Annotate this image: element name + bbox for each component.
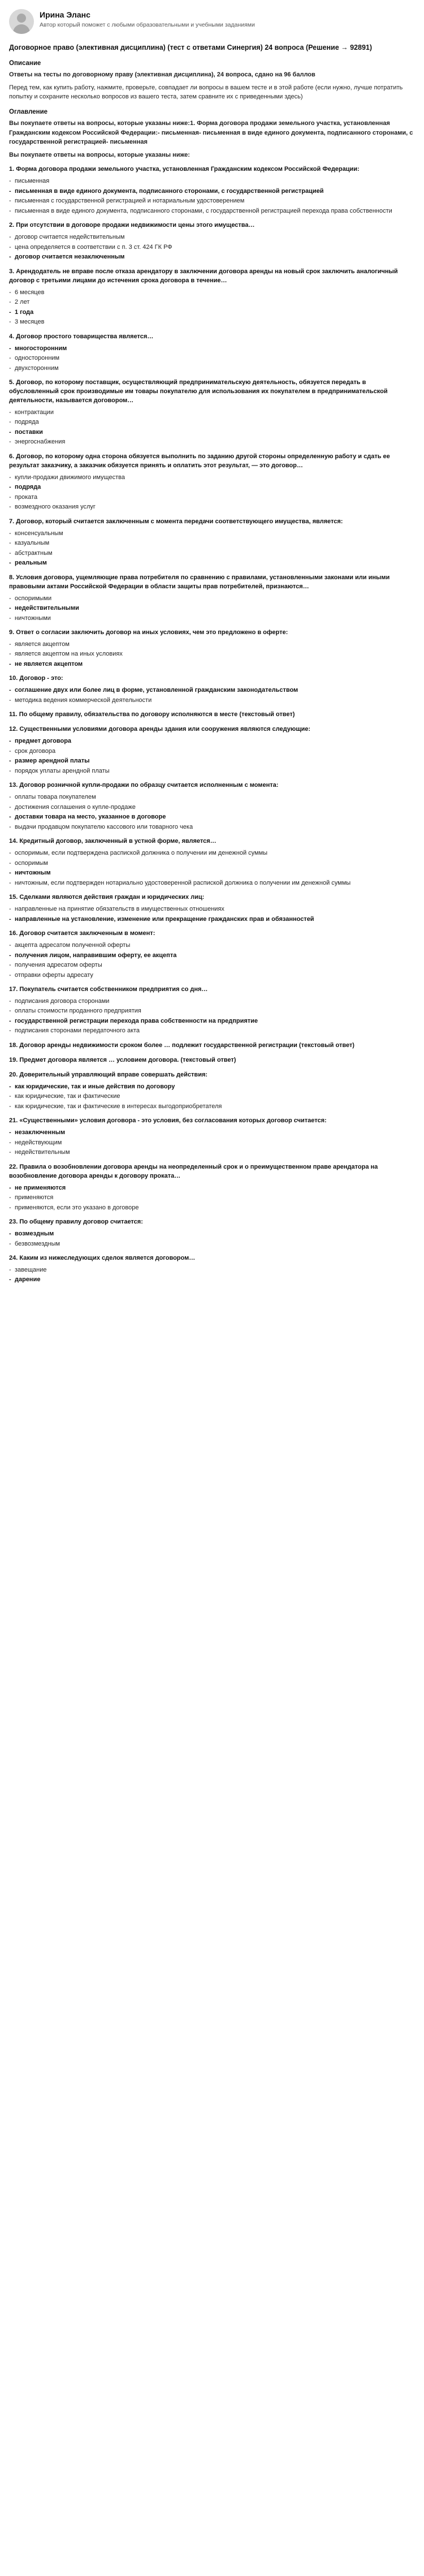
- answer-list: [9, 1265, 415, 1285]
- answer-option-correct: - получения лицом, направившим оферту, ее акцепта: [9, 951, 415, 960]
- author-description: Автор который поможет с любыми образовательными и учебными заданиями: [40, 21, 255, 29]
- question-text: 1. Форма договора продажи земельного участка, установленная Гражданским кодексом Российской Федерации:: [9, 166, 360, 173]
- question-block: [9, 628, 415, 669]
- answer-option-correct: - размер арендной платы: [9, 756, 415, 766]
- question-text: 6. Договор, по которому одна сторона обязуется выполнить по заданию другой стороны определенную работу и сдать ее результат заказчику, а заказчик обязуется принять и оплатить этот результат, — это договор…: [9, 453, 390, 469]
- answer-option: - выдачи продавцом покупателю кассового или товарного чека: [9, 822, 415, 832]
- answer-option: - является акцептом на иных условиях: [9, 649, 415, 659]
- question-block: [9, 574, 415, 623]
- answer-option: - применяются, если это указано в договоре: [9, 1203, 415, 1213]
- answer-list: [9, 1128, 415, 1157]
- question-block: [9, 518, 415, 568]
- answer-list: [9, 941, 415, 980]
- question-text: 14. Кредитный договор, заключенный в устной форме, является…: [9, 838, 217, 845]
- question-block: [9, 378, 415, 447]
- answer-list: [9, 344, 415, 373]
- answer-list: [9, 1082, 415, 1112]
- question-text: 4. Договор простого товарищества является…: [9, 333, 154, 340]
- question-block: [9, 333, 415, 373]
- answer-option-correct: - не является акцептом: [9, 660, 415, 669]
- question-block: [9, 710, 415, 720]
- question-text: 17. Покупатель считается собственником предприятия со дня…: [9, 986, 208, 993]
- answer-option: - срок договора: [9, 747, 415, 756]
- question-text: 11. По общему правилу, обязательства по договору исполняются в месте (текстовый ответ): [9, 711, 295, 718]
- answer-option: - казуальным: [9, 539, 415, 548]
- user-avatar-icon: [9, 9, 34, 34]
- description-lead: Ответы на тесты по договорному праву (элективная дисциплина), 24 вопроса, сдано на 96 баллов: [9, 71, 315, 79]
- offer-lead: Вы покупаете ответы на вопросы, которые указаны ниже:1. Форма договора продажи земельного участка, установленная Гражданским кодексом Российской Федерации:- письменная- письменная в виде единого документа, подписанного сторонами, с государственной регистрацией- письменная: [9, 120, 413, 146]
- answer-option: - письменная: [9, 176, 415, 186]
- answer-option-correct: - соглашение двух или более лиц в форме, установленной гражданским законодательством: [9, 686, 415, 695]
- answer-option: - цена определяется в соответствии с п. 3 ст. 424 ГК РФ: [9, 243, 415, 252]
- answer-list: [9, 736, 415, 776]
- answer-option: - письменная в виде единого документа, подписанного сторонами, с государственной регистрацией перехода права собственности: [9, 206, 415, 216]
- question-block: [9, 1163, 415, 1212]
- answer-option: - акцепта адресатом полученной оферты: [9, 941, 415, 950]
- question-text: 15. Сделками являются действия граждан и юридических лиц:: [9, 894, 205, 901]
- question-text: 12. Существенными условиями договора аренды здания или сооружения являются следующие:: [9, 726, 311, 733]
- answer-list: [9, 848, 415, 888]
- offer-heading: Оглавление: [9, 108, 48, 115]
- answer-option-correct: - направленные на установление, изменение или прекращение гражданских прав и обязанностей: [9, 915, 415, 924]
- answer-option: - подписания договора сторонами: [9, 997, 415, 1006]
- question-block: [9, 165, 415, 216]
- answer-option: - порядок уплаты арендной платы: [9, 766, 415, 776]
- offer-tail: Вы покупаете ответы на вопросы, которые указаны ниже:: [9, 151, 190, 158]
- answer-option: - 6 месяцев: [9, 288, 415, 298]
- question-text: 21. «Существенными» условия договора - это условия, без согласования которых договор считается:: [9, 1117, 327, 1125]
- description-heading: Описание: [9, 59, 41, 67]
- answer-list: [9, 473, 415, 512]
- answer-list: [9, 288, 415, 327]
- answer-option-correct: - 1 года: [9, 308, 415, 317]
- answer-option-correct: - ничтожным: [9, 868, 415, 878]
- answer-option-correct: - не применяются: [9, 1183, 415, 1193]
- answer-option: - оспоримым: [9, 859, 415, 868]
- answer-option-correct: - недействительными: [9, 604, 415, 613]
- question-block: [9, 781, 415, 832]
- answer-option: - подряда: [9, 417, 415, 427]
- question-block: [9, 1254, 415, 1285]
- answer-option: - недействующим: [9, 1138, 415, 1148]
- answer-option: - направленные на принятие обязательств в имущественных отношениях: [9, 904, 415, 914]
- question-text: 8. Условия договора, ущемляющие права потребителя по сравнению с правилами, установленными законами или иными правовыми актами Российской Федерации в области защиты прав потребителей, признаются…: [9, 574, 390, 590]
- question-block: [9, 837, 415, 888]
- answer-list: [9, 904, 415, 924]
- answer-list: [9, 686, 415, 705]
- page-title: Договорное право (элективная дисциплина) (тест с ответами Синергия) 24 вопроса (Решение → 92891): [9, 44, 373, 51]
- answer-list: [9, 176, 415, 216]
- answer-option: - 2 лет: [9, 298, 415, 307]
- answer-option: - возмездного оказания услуг: [9, 502, 415, 512]
- answer-option: - безвозмездным: [9, 1239, 415, 1249]
- answer-option: - односторонним: [9, 354, 415, 363]
- question-block: [9, 893, 415, 924]
- answer-list: [9, 529, 415, 568]
- question-block: [9, 453, 415, 512]
- answer-option: - как юридические, так и фактические: [9, 1092, 415, 1101]
- answer-option-correct: - подряда: [9, 483, 415, 492]
- answer-option-correct: - как юридические, так и иные действия по договору: [9, 1082, 415, 1092]
- question-block: [9, 725, 415, 776]
- question-text: 19. Предмет договора является … условием договора. (текстовый ответ): [9, 1056, 236, 1063]
- question-text: 9. Ответ о согласии заключить договор на иных условиях, чем это предложено в оферте:: [9, 629, 288, 636]
- question-block: [9, 1218, 415, 1248]
- answer-option-correct: - договор считается незаключенным: [9, 252, 415, 262]
- question-text: 20. Доверительный управляющий вправе совершать действия:: [9, 1071, 208, 1078]
- answer-list: [9, 408, 415, 447]
- question-text: 23. По общему правилу договор считается:: [9, 1218, 143, 1226]
- answer-option-correct: - дарение: [9, 1275, 415, 1285]
- answer-option-correct: - реальным: [9, 558, 415, 568]
- answer-option-correct: - доставки товара на место, указанное в договоре: [9, 812, 415, 822]
- question-text: 7. Договор, который считается заключенным с момента передачи соответствующего имущества, является:: [9, 518, 343, 525]
- answer-option: - завещание: [9, 1265, 415, 1275]
- author-info: [40, 9, 255, 29]
- author-block: [9, 8, 415, 42]
- answer-option-correct: - письменная в виде единого документа, подписанного сторонами, с государственной регистрацией: [9, 187, 415, 196]
- question-text: 3. Арендодатель не вправе после отказа арендатору в заключении договора аренды на новый срок заключить аналогичный договор с третьими лицами до истечения срока договора в течение…: [9, 268, 398, 284]
- answer-option: - договор считается недействительным: [9, 232, 415, 242]
- answer-option: - методика ведения коммерческой деятельности: [9, 696, 415, 705]
- author-name: Ирина Эланс: [40, 10, 90, 19]
- answer-option: - достижения соглашения о купле-продаже: [9, 803, 415, 812]
- question-block: [9, 1071, 415, 1111]
- question-block: [9, 1117, 415, 1157]
- question-text: 22. Правила о возобновлении договора аренды на неопределенный срок и о преимущественном праве арендатора на возобновление договора аренды к договору проката…: [9, 1163, 378, 1179]
- answer-option: - двухсторонним: [9, 364, 415, 373]
- answer-option: - энергоснабжения: [9, 437, 415, 447]
- answer-option: - ничтожным, если подтвержден нотариально удостоверенной распиской должника о получении им денежной суммы: [9, 878, 415, 888]
- answer-option: - оплаты стоимости проданного предприятия: [9, 1006, 415, 1016]
- answer-option: - недействительным: [9, 1148, 415, 1157]
- answer-option: - ничтожными: [9, 614, 415, 623]
- answer-option-correct: - государственной регистрации перехода права собственности на предприятие: [9, 1016, 415, 1026]
- description-body: Перед тем, как купить работу, нажмите, проверьте, совпадает ли вопросы в вашем тесте и в этой работе (если нужно, лучше потратить попытку и сохраните несколько вопросов из вашего теста, затем сравните их с приведенными здесь): [9, 84, 403, 101]
- question-text: 2. При отсутствии в договоре продажи недвижимости цены этого имущества…: [9, 222, 255, 229]
- question-text: 24. Каким из нижеследующих сделок является договором…: [9, 1255, 196, 1262]
- answer-option-correct: - незаключенным: [9, 1128, 415, 1138]
- question-block: [9, 929, 415, 980]
- answer-option: - является акцептом: [9, 640, 415, 649]
- question-text: 16. Договор считается заключенным в момент:: [9, 930, 155, 937]
- question-block: [9, 221, 415, 261]
- answer-option: - 3 месяцев: [9, 317, 415, 327]
- answer-option: - оплаты товара покупателем: [9, 792, 415, 802]
- answer-option: - оспоримыми: [9, 594, 415, 604]
- answer-option: - абстрактным: [9, 549, 415, 558]
- answer-list: [9, 1229, 415, 1248]
- answer-option: - купли-продажи движимого имущества: [9, 473, 415, 483]
- question-text: 18. Договор аренды недвижимости сроком более … подлежит государственной регистрации (текстовый ответ): [9, 1041, 354, 1049]
- answer-list: [9, 997, 415, 1036]
- answer-option: - применяются: [9, 1193, 415, 1203]
- answer-option: - проката: [9, 493, 415, 502]
- question-text: 10. Договор - это:: [9, 675, 63, 682]
- answer-option: - отправки оферты адресату: [9, 971, 415, 980]
- question-text: 5. Договор, по которому поставщик, осуществляющий предпринимательскую деятельность, обязуется передать в обусловленный срок производимые им товары покупателю для использования их покупателем в предпринимательской деятельности, называется договором…: [9, 379, 388, 404]
- answer-option: - консенсуальным: [9, 529, 415, 539]
- answer-list: [9, 640, 415, 669]
- answer-option: - контрактации: [9, 408, 415, 417]
- question-text: 13. Договор розничной купли-продажи по образцу считается исполненным с момента:: [9, 782, 279, 789]
- answer-list: [9, 232, 415, 262]
- answer-option: - письменная с государственной регистрацией и нотариальным удостоверением: [9, 196, 415, 206]
- question-list: [9, 165, 415, 1285]
- question-block: [9, 1041, 415, 1050]
- answer-option-correct: - поставки: [9, 428, 415, 437]
- answer-option: - оспоримым, если подтверждена распиской должника о получении им денежной суммы: [9, 848, 415, 858]
- question-block: [9, 985, 415, 1036]
- answer-list: [9, 792, 415, 832]
- answer-list: [9, 1183, 415, 1213]
- question-block: [9, 268, 415, 327]
- answer-option-correct: - многосторонним: [9, 344, 415, 354]
- answer-option: - как юридические, так и фактические в интересах выгодоприобретателя: [9, 1102, 415, 1112]
- question-block: [9, 674, 415, 705]
- answer-option: - подписания сторонами передаточного акта: [9, 1026, 415, 1036]
- answer-option: - получения адресатом оферты: [9, 960, 415, 970]
- answer-list: [9, 594, 415, 623]
- answer-option-correct: - предмет договора: [9, 736, 415, 746]
- answer-option-correct: - возмездным: [9, 1229, 415, 1239]
- question-block: [9, 1056, 415, 1065]
